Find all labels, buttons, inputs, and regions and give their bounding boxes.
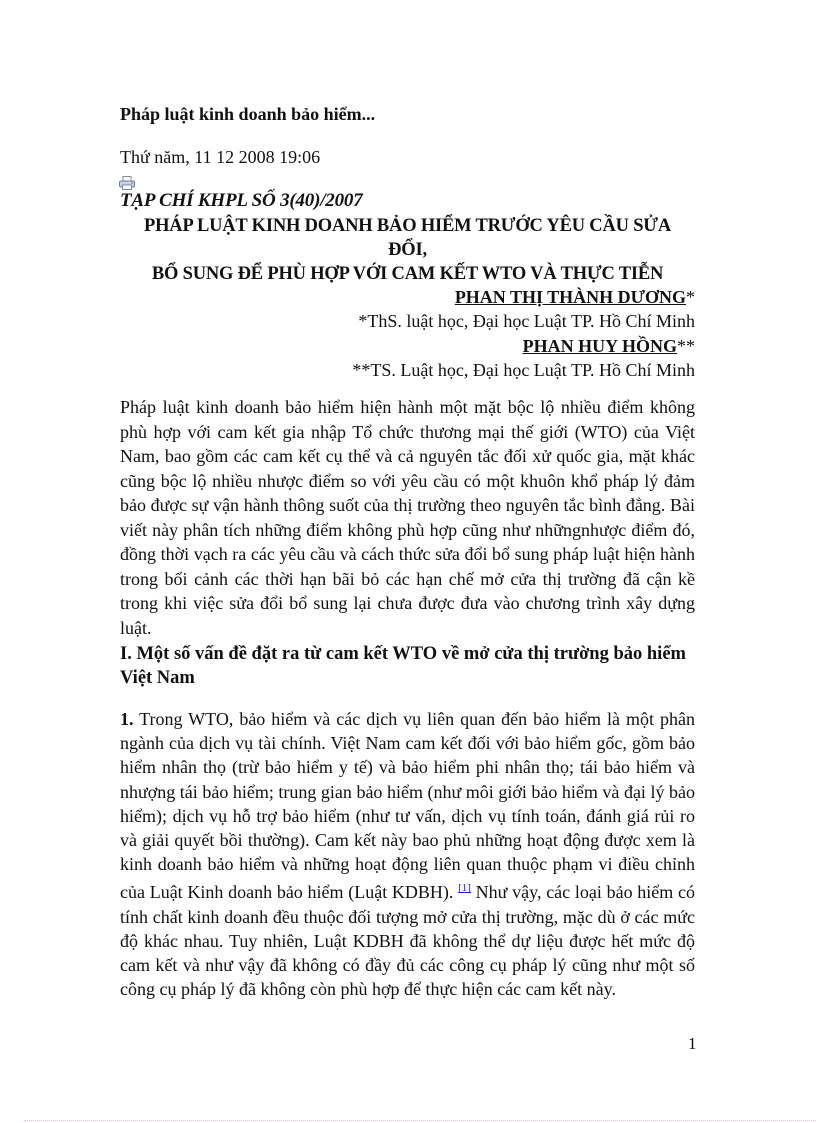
author-1-affiliation: *ThS. luật học, Đại học Luật TP. Hồ Chí Minh: [358, 311, 695, 332]
author-1-marker: *: [686, 287, 695, 307]
author-block: [120, 285, 695, 382]
main-title-line-2: ĐỔI,: [388, 240, 427, 260]
author-2-marker: **: [677, 335, 695, 356]
main-title-line-3: BỔ SUNG ĐỂ PHÙ HỢP VỚI CAM KẾT WTO VÀ THỰC TIỄN: [151, 264, 664, 284]
author-1-name: PHAN THỊ THÀNH DƯƠNG: [454, 287, 686, 307]
author-2-name: PHAN HUY HỒNG: [522, 335, 677, 356]
article-title: Pháp luật kinh doanh bảo hiểm...: [120, 104, 376, 124]
abstract-paragraph: Pháp luật kinh doanh bảo hiểm hiện hành một mặt bộc lộ nhiều điểm không phù hợp với cam kết gia nhập Tổ chức thương mại thế giới (WTO) của Việt Nam, bao gồm các cam kết cụ thể và cả nguyên tắc đối xử quốc gia, mặt khác cũng bộc lộ nhiều nhược điểm so với yêu cầu có một khuôn khổ pháp lý đảm bảo được sự vận hành thông suốt của thị trường theo nguyên tắc bình đẳng. Bài viết này phân tích những điểm không phù hợp cũng như nhữngnhược điểm đó, đồng thời vạch ra các yêu cầu và cách thức sửa đổi bổ sung pháp luật hiện hành trong bối cảnh các thời hạn bãi bỏ các hạn chế mở cửa thị trường đã cận kề trong khi việc sửa đổi bổ sung lại chưa được đưa vào chương trình xây dựng luật.: [120, 397, 695, 638]
footnote-link-1[interactable]: [1]: [458, 882, 471, 895]
printer-icon[interactable]: [119, 176, 135, 190]
paragraph-text-part-2: Như vậy, các loại bảo hiểm có tính chất kinh doanh đều thuộc đối tượng mở cửa thị trường, mặc dù ở các mức độ khác nhau. Tuy nhiên, Luật KDBH đã không thể dự liệu được hết mức độ cam kết và như vậy đã không có đầy đủ các công cụ pháp lý cũng như một số công cụ pháp lý đã không còn phù hợp để thực hiện các cam kết này.: [120, 882, 695, 1000]
author-2: [120, 334, 695, 358]
paragraph-text-part-1: Trong WTO, bảo hiểm và các dịch vụ liên quan đến bảo hiểm là một phân ngành của dịch vụ tài chính. Việt Nam cam kết đối với bảo hiểm gốc, gồm bảo hiểm nhân thọ (trừ bảo hiểm y tế) và bảo hiểm phi nhân thọ; tái bảo hiểm và nhượng tái bảo hiểm; trung gian bảo hiểm (như môi giới bảo hiểm và đại lý bảo hiểm); dịch vụ hỗ trợ bảo hiểm (như tư vấn, dịch vụ tính toán, đánh giá rủi ro và giải quyết bồi thường). Cam kết này bao phủ những hoạt động được xem là kinh doanh bảo hiểm và những hoạt động liên quan thuộc phạm vi điều chỉnh của Luật Kinh doanh bảo hiểm (Luật KDBH).: [120, 709, 695, 903]
page-number: 1: [688, 1034, 697, 1053]
paragraph-number: 1.: [120, 709, 134, 729]
author-2-affiliation: **TS. Luật học, Đại học Luật TP. Hồ Chí Minh: [352, 359, 695, 380]
body-paragraph-1: [120, 707, 695, 1001]
page-break-line: [24, 1120, 816, 1121]
journal-issue: TẠP CHÍ KHPL SỐ 3(40)/2007: [120, 190, 363, 211]
author-1: [120, 285, 695, 309]
main-title: [120, 214, 695, 286]
main-title-line-1: PHÁP LUẬT KINH DOANH BẢO HIỂM TRƯỚC YÊU CẦU SỬA: [144, 216, 671, 236]
section-heading: I. Một số vấn đề đặt ra từ cam kết WTO về mở cửa thị trường bảo hiểm Việt Nam: [120, 644, 686, 688]
article-date: Thứ năm, 11 12 2008 19:06: [120, 147, 321, 167]
